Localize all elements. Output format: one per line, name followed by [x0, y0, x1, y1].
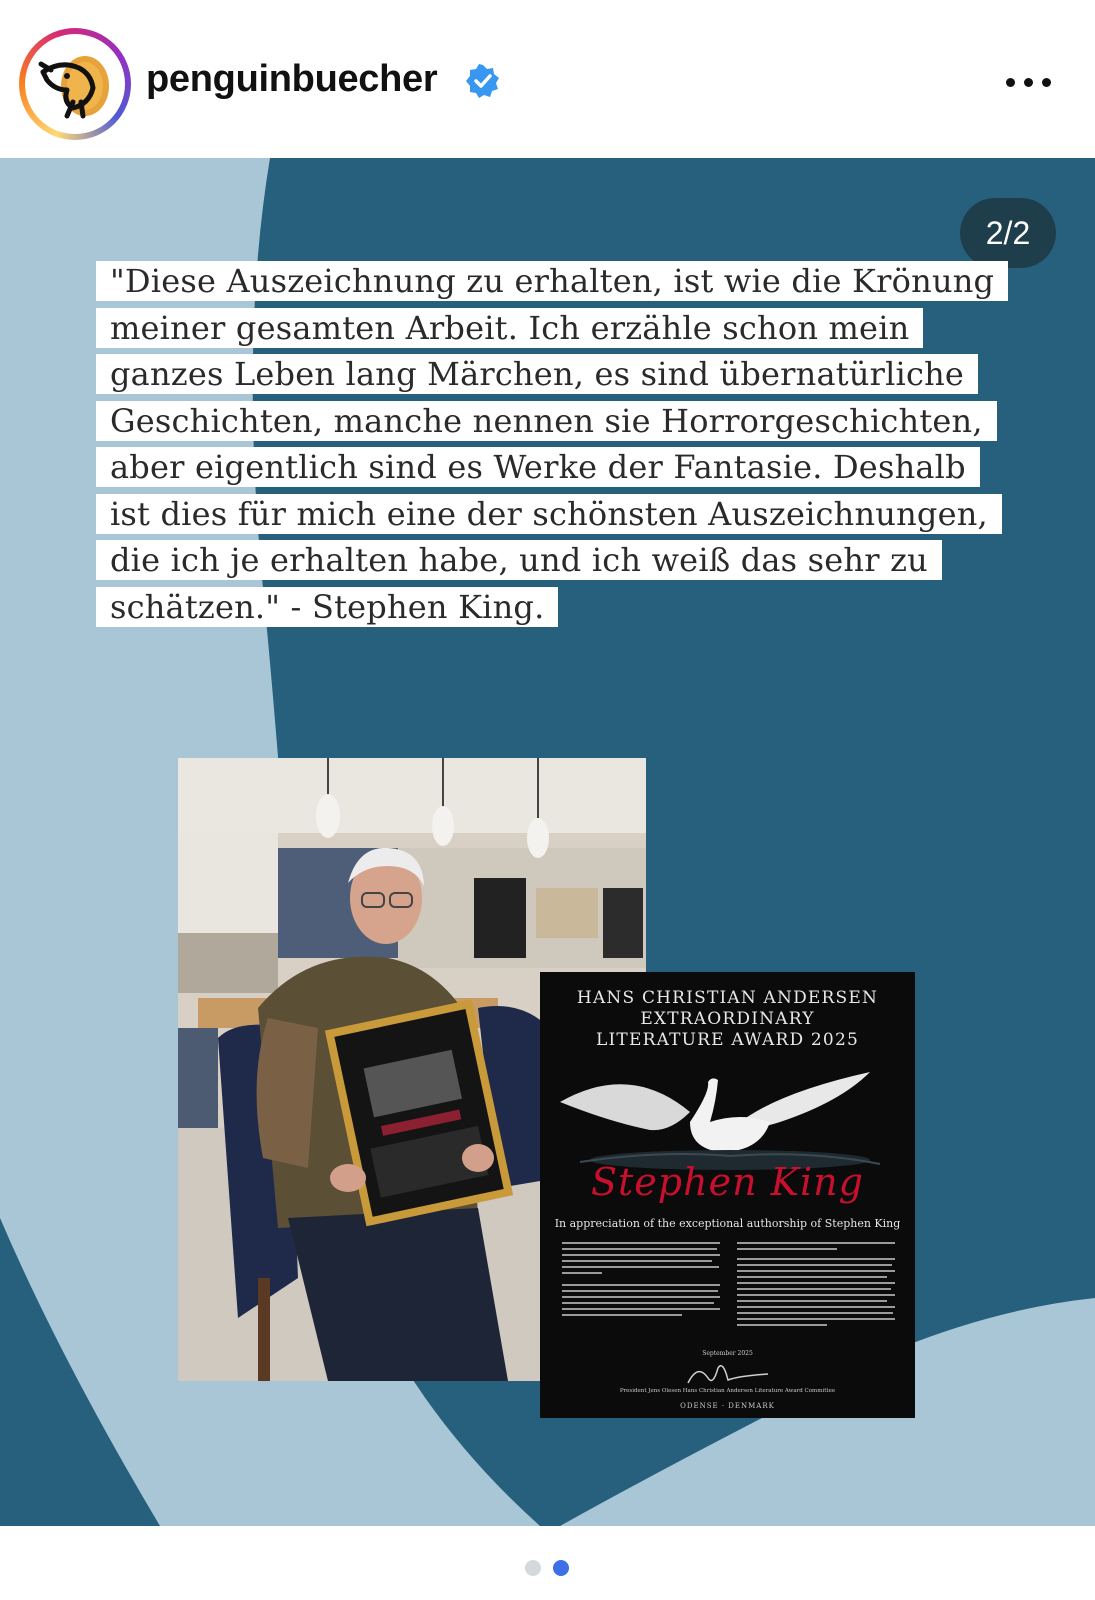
post-image[interactable] [0, 158, 1095, 1526]
carousel-pagination [0, 1560, 1095, 1580]
certificate-title-line: EXTRAORDINARY [640, 1009, 815, 1029]
certificate-subtitle: In appreciation of the exceptional authorship of Stephen King [554, 1217, 901, 1230]
certificate-title-line: LITERATURE AWARD 2025 [596, 1030, 859, 1050]
signature-image [678, 1358, 778, 1388]
certificate-date: September 2025 [702, 1350, 753, 1357]
more-options-icon[interactable] [1006, 68, 1056, 96]
avatar-inner [25, 34, 125, 134]
username[interactable]: penguinbuecher [146, 58, 438, 100]
quote-text: "Diese Auszeichnung zu erhalten, ist wie die Krönung meiner gesamten Arbeit. Ich erzähle schon mein ganzes Leben lang Märchen, es sind übernatürliche Geschichten, manche nennen sie Horrorgeschichten, aber eigentlich sind es Werke der Fantasie. Deshalb ist dies für mich eine der schönsten Auszeichnungen, die ich je erhalten habe, und ich weiß das sehr zu schätzen." - Stephen King. [96, 261, 1008, 627]
carousel-counter: 2/2 [960, 198, 1056, 268]
certificate-title-line: HANS CHRISTIAN ANDERSEN [576, 988, 879, 1008]
avatar[interactable] [19, 28, 131, 140]
certificate-body-text [562, 1240, 895, 1360]
post-header [0, 0, 1095, 158]
verified-badge-icon [466, 64, 500, 98]
quote-text-block [96, 258, 996, 630]
certificate-title [540, 988, 915, 1051]
pagination-dot[interactable] [525, 1560, 541, 1576]
certificate-signatory: President Jens Olesen Hans Christian Andersen Literature Award Committee [619, 1388, 836, 1394]
pagination-dot-active[interactable] [553, 1560, 569, 1576]
award-certificate [540, 972, 915, 1418]
certificate-name: Stephen King [591, 1160, 864, 1204]
certificate-place: ODENSE · DENMARK [680, 1402, 775, 1410]
penguin-logo-icon [33, 42, 117, 126]
